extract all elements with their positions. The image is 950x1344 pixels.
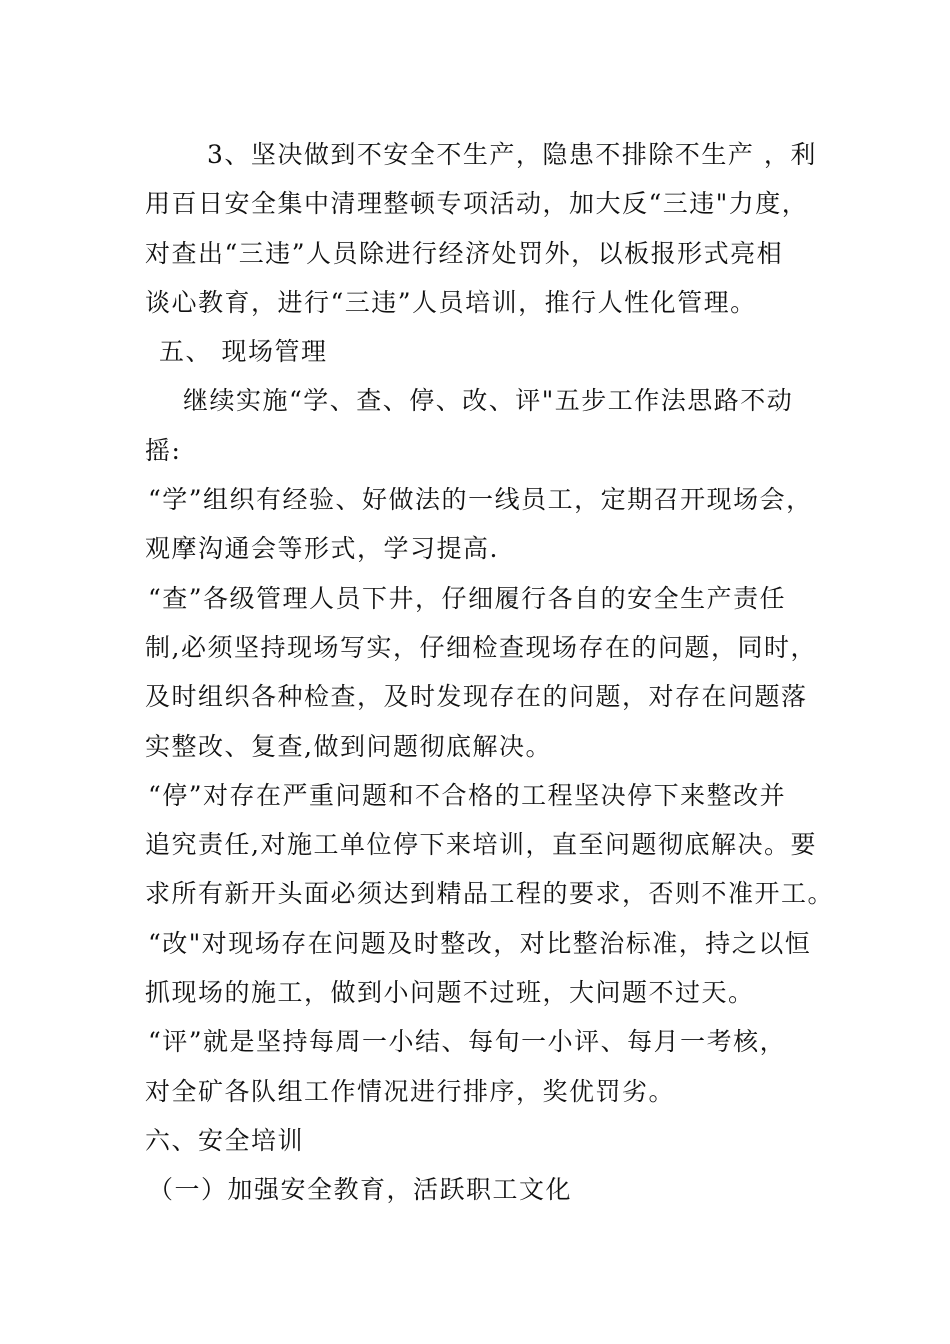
paragraph-line: 对查出“三违”人员除进行经济处罚外，以板报形式亮相 <box>145 238 784 268</box>
paragraph-line: 抓现场的施工，做到小问题不过班，大问题不过天。 <box>145 978 755 1008</box>
paragraph-line: 3、坚决做到不安全不生产，隐患不排除不生产 ，利 <box>207 140 817 169</box>
paragraph-line: 对全矿各队组工作情况进行排序，奖优罚劣。 <box>145 1076 676 1106</box>
paragraph-line: 摇: <box>145 435 182 465</box>
paragraph-line: “评”就是坚持每周一小结、每旬一小评、每月一考核， <box>148 1027 787 1057</box>
paragraph-line: 追究责任,对施工单位停下来培训，直至问题彻底解决。要 <box>145 830 817 860</box>
paragraph-line: 求所有新开头面必须达到精品工程的要求，否则不准开工。 <box>145 879 835 909</box>
paragraph-line: “学”组织有经验、好做法的一线员工，定期召开现场会， <box>148 485 813 515</box>
paragraph-line: “改"对现场存在问题及时整改，对比整治标准，持之以恒 <box>148 928 812 958</box>
subsection-heading: （一）加强安全教育，活跃职工文化 <box>148 1175 573 1205</box>
document-body <box>145 130 835 1215</box>
paragraph-line: 制,必须坚持现场写实，仔细检查现场存在的问题，同时， <box>145 632 817 662</box>
paragraph-line: 用百日安全集中清理整顿专项活动，加大反“三违"力度， <box>145 189 809 219</box>
paragraph-line: 观摩沟通会等形式，学习提高. <box>145 534 499 564</box>
section-heading-six: 六、安全培训 <box>145 1125 305 1155</box>
paragraph-line: “停”对存在严重问题和不合格的工程坚决停下来整改并 <box>148 780 787 810</box>
paragraph-line: “查”各级管理人员下井，仔细履行各自的安全生产责任 <box>148 583 787 613</box>
paragraph-line: 实整改、复查,做到问题彻底解决。 <box>145 731 552 761</box>
section-heading-five: 五、 现场管理 <box>159 337 328 367</box>
paragraph-line: 谈心教育，进行“三违”人员培训，推行人性化管理。 <box>145 287 757 317</box>
paragraph-line: 继续实施“学、查、停、改、评"五步工作法思路不动 <box>183 386 794 416</box>
paragraph-line: 及时组织各种检查，及时发现存在的问题，对存在问题落 <box>145 682 808 712</box>
